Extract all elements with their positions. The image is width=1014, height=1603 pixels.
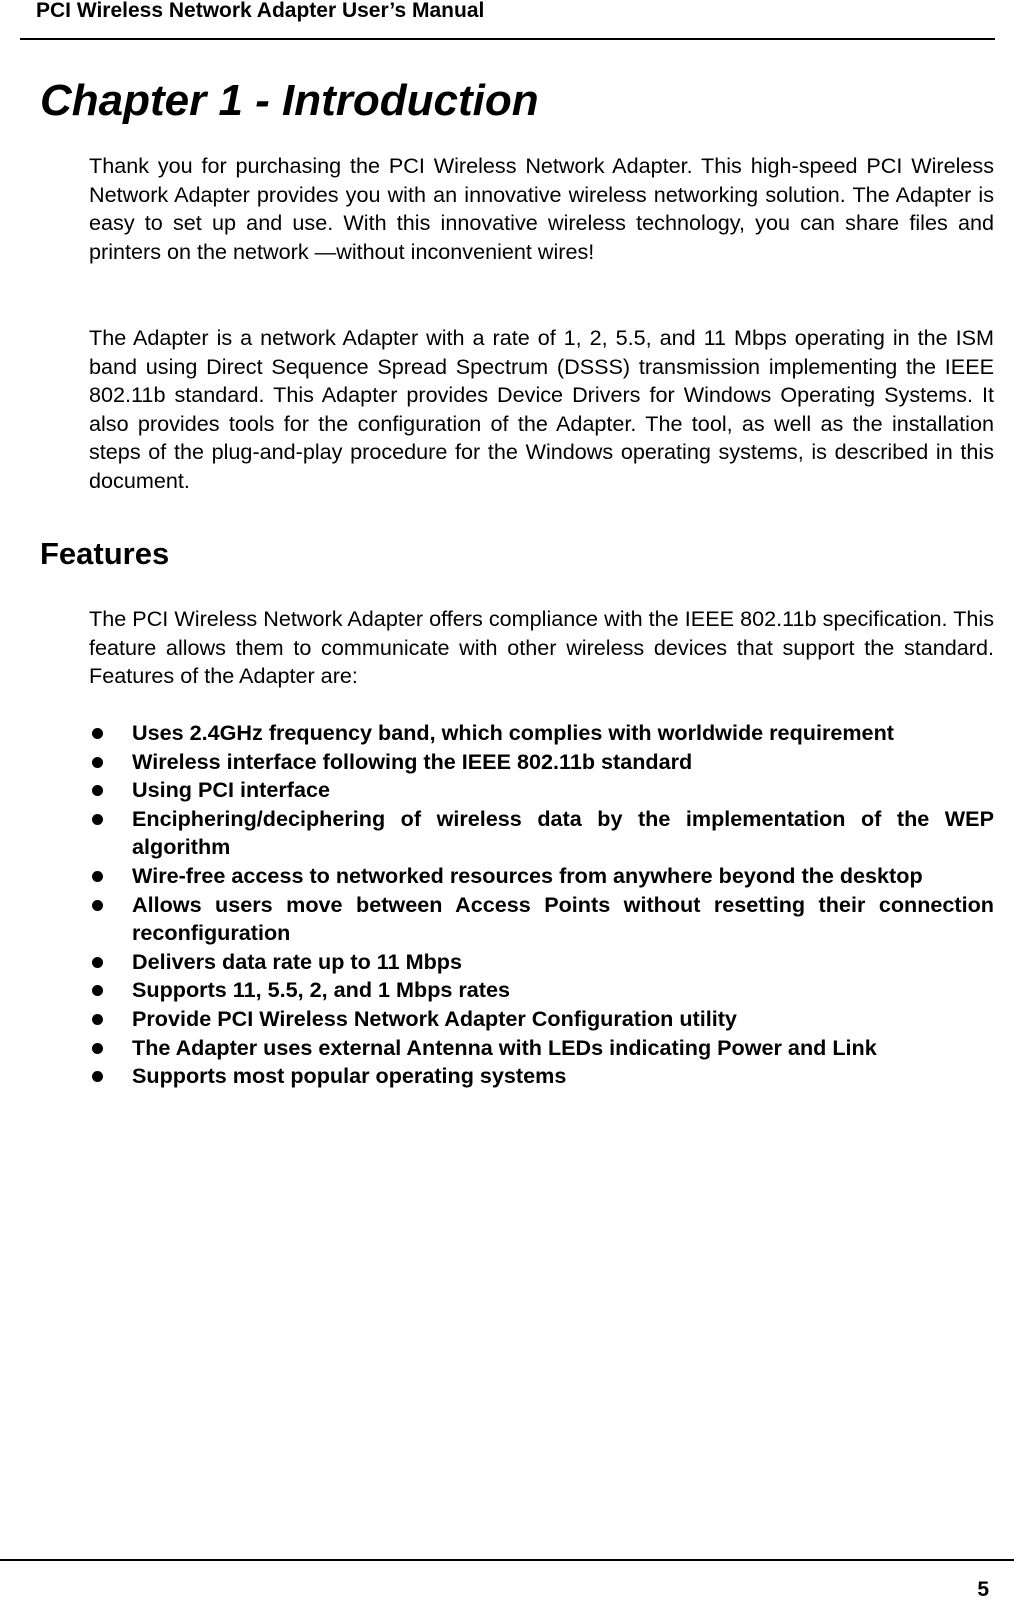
chapter-title: Chapter 1 - Introduction — [40, 76, 539, 125]
feature-item — [0, 805, 1014, 862]
running-header: PCI Wireless Network Adapter User’s Manual — [36, 0, 485, 22]
feature-item — [0, 891, 1014, 948]
feature-text: Supports 11, 5.5, 2, and 1 Mbps rates — [132, 977, 511, 1003]
feature-text: Using PCI interface — [132, 777, 330, 803]
feature-item — [0, 719, 1014, 748]
intro-paragraph-1: Thank you for purchasing the PCI Wireless Network Adapter. This high-speed PCI Wireless Network Adapter provides you with an innovative wireless networking solution. The Adapter is easy to set up and use. With this innovative wireless technology, you can share files and printers on the network —without inconvenient wires! — [89, 153, 994, 264]
feature-item — [0, 862, 1014, 891]
bullet-icon — [92, 1071, 103, 1082]
bullet-icon — [92, 728, 103, 739]
intro-paragraph-2: The Adapter is a network Adapter with a rate of 1, 2, 5.5, and 11 Mbps operating in the ISM band using Direct Sequence Spread Spectrum (DSSS) transmission implementing the IEEE 802.11b standard. This Adapter provides Device Drivers for Windows Operating Systems. It also provides tools for the configuration of the Adapter. The tool, as well as the installation steps of the plug-and-play procedure for the Windows operating systems, is described in this document. — [89, 325, 994, 493]
feature-item — [0, 1034, 1014, 1063]
feature-item — [0, 1062, 1014, 1091]
header-divider — [20, 38, 995, 40]
feature-text: Wireless interface following the IEEE 802.11b standard — [132, 748, 693, 774]
feature-text: Supports most popular operating systems — [132, 1063, 567, 1089]
bullet-icon — [92, 757, 103, 768]
bullet-icon — [92, 1014, 103, 1025]
bullet-icon — [92, 1043, 103, 1054]
feature-text: Delivers data rate up to 11 Mbps — [132, 948, 463, 974]
bullet-icon — [92, 957, 103, 968]
feature-text: Allows users move between Access Points without resetting their connection reconfiguration — [132, 891, 994, 946]
feature-text: Uses 2.4GHz frequency band, which complies with worldwide requirement — [132, 720, 894, 745]
page-number: 5 — [977, 1578, 989, 1601]
feature-item — [0, 748, 1014, 777]
feature-text: Provide PCI Wireless Network Adapter Configuration utility — [132, 1005, 737, 1031]
features-heading: Features — [40, 536, 170, 571]
feature-item — [0, 776, 1014, 805]
bullet-icon — [92, 900, 103, 911]
bullet-icon — [92, 985, 103, 996]
features-list — [0, 719, 1014, 1091]
bullet-icon — [92, 785, 103, 796]
feature-item — [0, 1005, 1014, 1034]
footer-divider — [0, 1559, 1014, 1561]
feature-item — [0, 976, 1014, 1005]
feature-item — [0, 948, 1014, 977]
features-intro-paragraph: The PCI Wireless Network Adapter offers compliance with the IEEE 802.11b specification. This feature allows them to communicate with other wireless devices that support the standard. Features of the Adapter are: — [89, 606, 994, 689]
bullet-icon — [92, 814, 103, 825]
feature-text: Enciphering/deciphering of wireless data by the implementation of the WEP algorithm — [132, 805, 994, 860]
feature-text: Wire-free access to networked resources from anywhere beyond the desktop — [132, 862, 923, 888]
bullet-icon — [92, 871, 103, 882]
feature-text: The Adapter uses external Antenna with LEDs indicating Power and Link — [132, 1034, 877, 1060]
